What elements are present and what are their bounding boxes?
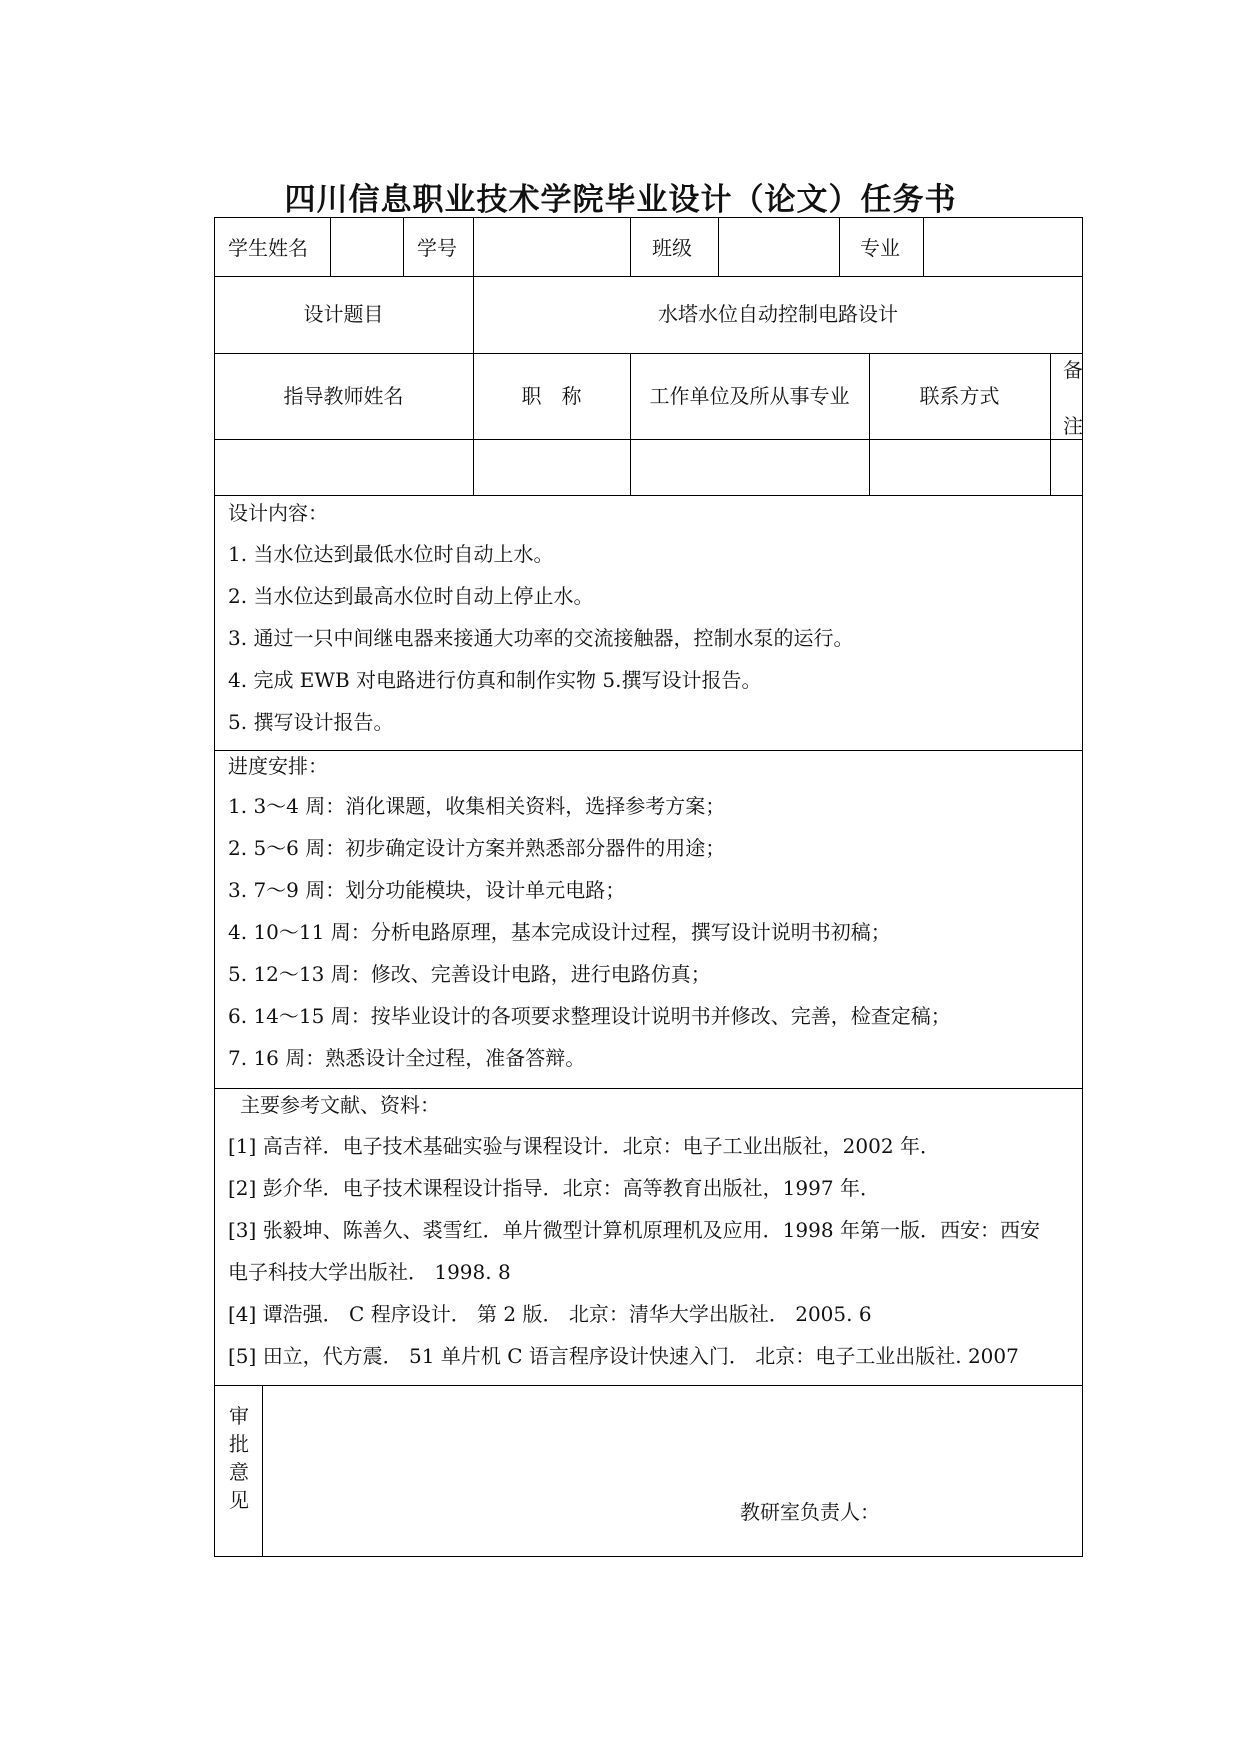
advisor-title-label: 职 称 [521, 384, 582, 408]
col-divider [330, 217, 331, 276]
major-label: 专业 [860, 236, 900, 260]
col-divider [1050, 353, 1051, 495]
section-divider [214, 750, 1083, 751]
design-content-item: 1. 当水位达到最低水位时自动上水。 [228, 542, 554, 566]
advisor-unit-label: 工作单位及所从事专业 [649, 384, 850, 408]
class-label: 班级 [652, 236, 692, 260]
approval-label-char: 见 [229, 1488, 249, 1512]
design-content-heading: 设计内容： [228, 501, 328, 525]
design-content-item: 4. 完成 EWB 对电路进行仿真和制作实物 5.撰写设计报告。 [228, 668, 762, 692]
document-title: 四川信息职业技术学院毕业设计（论文）任务书 [284, 182, 957, 218]
reference-item: [4] 谭浩强． C 程序设计． 第 2 版． 北京：清华大学出版社． 2005. 6 [228, 1302, 872, 1326]
schedule-item: 4. 10～11 周：分析电路原理，基本完成设计过程，撰写设计说明书初稿； [228, 920, 891, 944]
student-name-label: 学生姓名 [228, 236, 308, 260]
reference-item: [2] 彭介华．电子技术课程设计指导．北京：高等教育出版社，1997 年． [228, 1176, 880, 1200]
design-content-item: 3. 通过一只中间继电器来接通大功率的交流接触器，控制水泵的运行。 [228, 626, 854, 650]
section-divider [214, 1088, 1083, 1089]
section-divider [214, 1385, 1083, 1386]
row-divider [214, 495, 1083, 496]
col-divider [923, 217, 924, 276]
advisor-name-label: 指导教师姓名 [283, 384, 404, 408]
schedule-heading: 进度安排： [228, 754, 328, 778]
col-divider [718, 217, 719, 276]
col-divider [473, 217, 474, 276]
topic-value: 水塔水位自动控制电路设计 [658, 302, 898, 326]
col-divider [262, 1385, 263, 1557]
advisor-contact-label: 联系方式 [919, 384, 1000, 408]
col-divider [869, 353, 870, 495]
student-no-label: 学号 [417, 236, 457, 260]
col-divider [473, 353, 474, 495]
reference-item: [1] 高吉祥．电子技术基础实验与课程设计．北京：电子工业出版社，2002 年． [228, 1134, 940, 1158]
schedule-item: 2. 5～6 周：初步确定设计方案并熟悉部分器件的用途； [228, 836, 726, 860]
reference-item-continued: 电子科技大学出版社． 1998. 8 [228, 1260, 511, 1284]
schedule-item: 1. 3～4 周：消化课题，收集相关资料，选择参考方案； [228, 794, 726, 818]
reference-item: [3] 张毅坤、陈善久、裘雪红．单片微型计算机原理机及应用．1998 年第一版．西安：西安 [228, 1218, 1040, 1242]
schedule-item: 5. 12～13 周：修改、完善设计电路，进行电路仿真； [228, 962, 711, 986]
approval-label-char: 批 [229, 1432, 249, 1456]
reference-item: [5] 田立，代方震． 51 单片机 C 语言程序设计快速入门． 北京：电子工业出版社. 2007 [228, 1344, 1019, 1368]
references-heading: 主要参考文献、资料： [240, 1093, 440, 1117]
approval-label-char: 意 [229, 1460, 249, 1484]
approval-label-char: 审 [229, 1404, 249, 1428]
design-content-item: 5. 撰写设计报告。 [228, 710, 394, 734]
schedule-item: 7. 16 周：熟悉设计全过程，准备答辩。 [228, 1046, 586, 1070]
row-divider [214, 276, 1083, 277]
schedule-item: 3. 7～9 周：划分功能模块，设计单元电路； [228, 878, 626, 902]
schedule-item: 6. 14～15 周：按毕业设计的各项要求整理设计说明书并修改、完善，检查定稿； [228, 1004, 951, 1028]
row-divider [214, 353, 1083, 354]
col-divider [403, 217, 404, 276]
row-divider [214, 439, 1083, 440]
col-divider [839, 217, 840, 276]
remark-label-top: 备 [1063, 358, 1083, 382]
remark-label-bottom: 注 [1063, 414, 1083, 438]
col-divider [630, 217, 631, 276]
approval-signer-label: 教研室负责人： [740, 1500, 880, 1524]
design-content-item: 2. 当水位达到最高水位时自动上停止水。 [228, 584, 594, 608]
topic-label: 设计题目 [303, 302, 384, 326]
col-divider [630, 353, 631, 495]
